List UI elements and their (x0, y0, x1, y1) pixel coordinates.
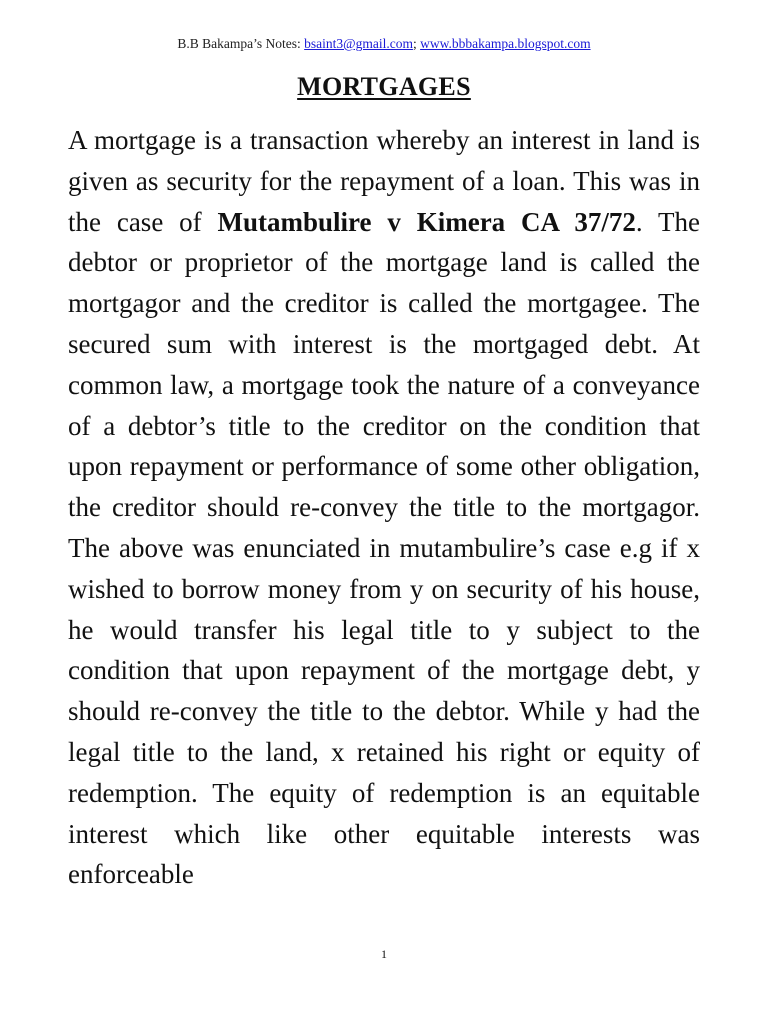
case-citation: Mutambulire v Kimera CA 37/72 (217, 206, 636, 237)
email-link[interactable]: bsaint3@gmail.com (304, 36, 413, 51)
website-link[interactable]: www.bbbakampa.blogspot.com (420, 36, 591, 51)
page-header (0, 35, 768, 53)
page-number: 1 (381, 947, 387, 961)
page-title: MORTGAGES (297, 72, 471, 101)
body-text-part2: . The debtor or proprietor of the mortgage land is called the mortgagor and the creditor is called the mortgagee. The secured sum with interest is the mortgaged debt. At common law, a mortgage took the nature of a conveyance of a debtor’s title to the creditor on the condition that upon repayment or performance of some other obligation, the creditor should re-convey the title to the mortgagor. The above was enunciated in mutambulire’s case e.g if x wished to borrow money from y on security of his house, he would transfer his legal title to y subject to the condition that upon repayment of the mortgage debt, y should re-convey the title to the debtor. While y had the legal title to the land, x retained his right or equity of redemption. The equity of redemption is an equitable interest which like other equitable interests was enforceable (68, 206, 701, 890)
header-separator: ; (412, 36, 421, 51)
body-paragraph (68, 120, 700, 895)
header-prefix: B.B Bakampa’s Notes: (177, 36, 305, 51)
body-text-part1: A mortgage is a transaction whereby an interest in land is given as security for the repayment of a loan. This was in the case of (68, 125, 700, 237)
